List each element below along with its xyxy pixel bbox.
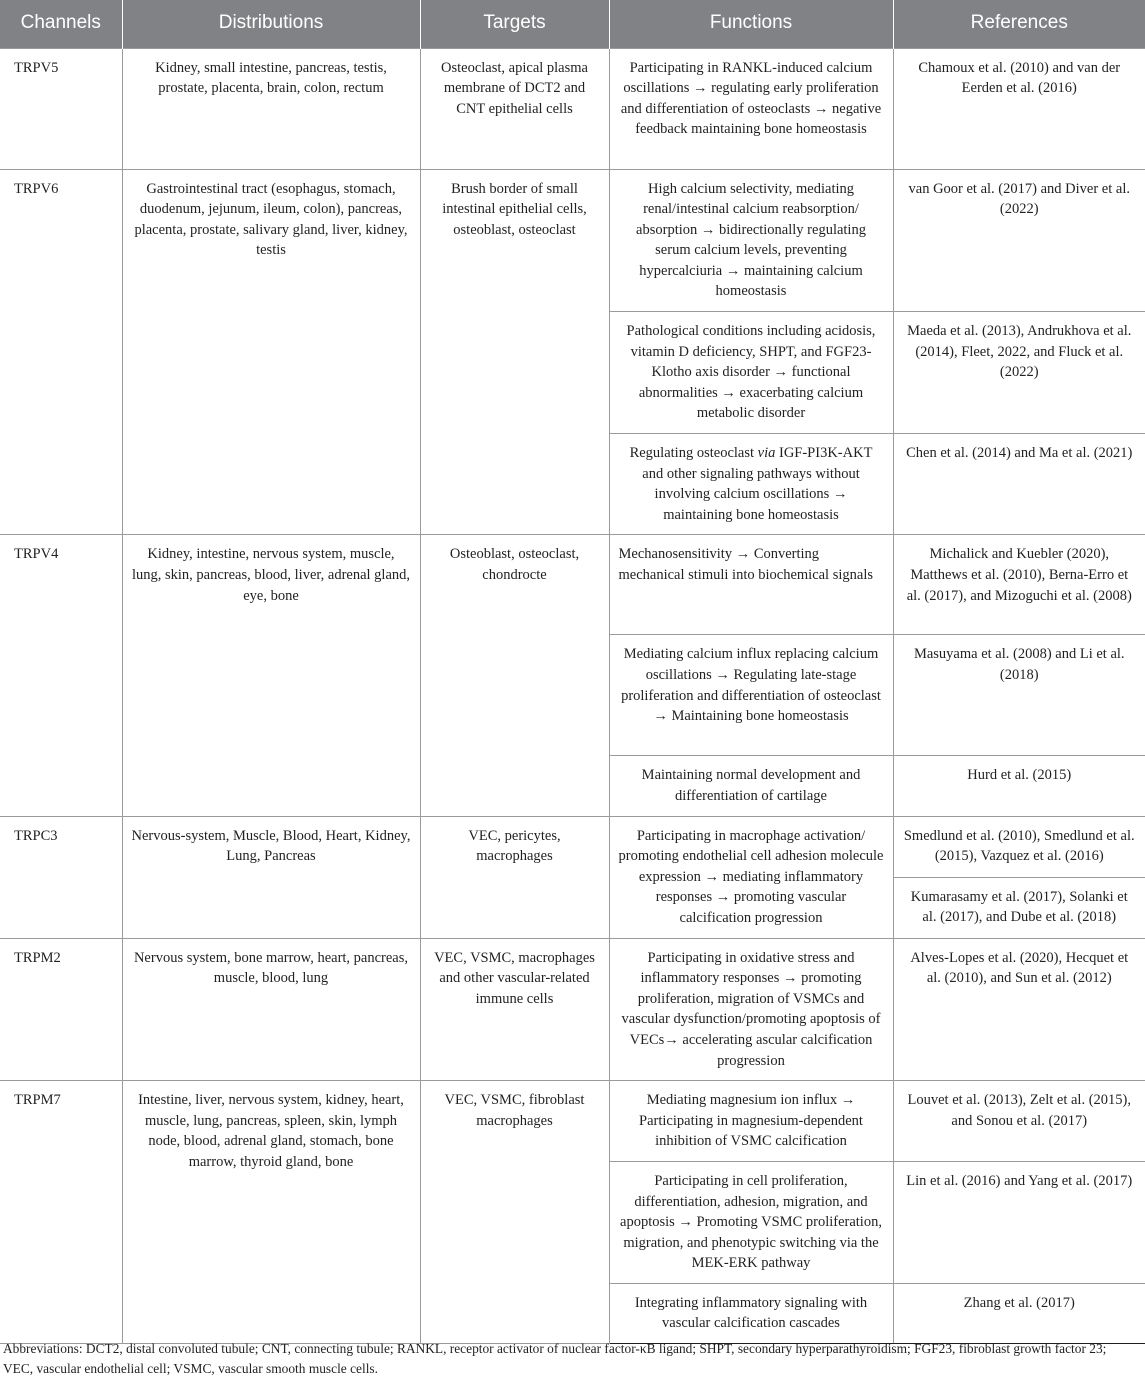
distribution-cell: Intestine, liver, nervous system, kidney, heart, muscle, lung, pancreas, spleen, skin, lymph node, blood, adrenal gland, stomach, bone marrow, thyroid gland, bone [122, 1081, 420, 1344]
distribution-cell: Gastrointestinal tract (esophagus, stomach, duodenum, jejunum, ileum, colon), pancreas, placenta, prostate, salivary gland, liver, kidney, testis [122, 169, 420, 535]
reference-cell: Zhang et al. (2017) [893, 1283, 1145, 1343]
header-targets: Targets [420, 0, 609, 48]
distribution-cell: Kidney, small intestine, pancreas, testis, prostate, placenta, brain, colon, rectum [122, 48, 420, 169]
channel-cell: TRPM2 [0, 938, 122, 1081]
reference-cell: Maeda et al. (2013), Andrukhova et al. (2014), Fleet, 2022, and Fluck et al. (2022) [893, 312, 1145, 434]
function-text: IGF-PI3K-AKT and other signaling pathways without involving calcium oscillations → maintaining bone homeostasis [642, 445, 873, 523]
reference-cell: Hurd et al. (2015) [893, 756, 1145, 816]
function-cell: High calcium selectivity, mediating renal/intestinal calcium reabsorption/ absorption → bidirectionally regulating serum calcium levels, preventing hypercalciuria → maintaining calcium homeostasis [609, 169, 893, 312]
reference-cell: Chamoux et al. (2010) and van der Eerden et al. (2016) [893, 48, 1145, 169]
header-references: References [893, 0, 1145, 48]
channel-cell: TRPV4 [0, 535, 122, 816]
function-cell: Participating in RANKL-induced calcium oscillations → regulating early proliferation and differentiation of osteoclasts → negative feedback maintaining bone homeostasis [609, 48, 893, 169]
table-row [0, 169, 1145, 312]
header-row [0, 0, 1145, 48]
reference-cell: Lin et al. (2016) and Yang et al. (2017) [893, 1161, 1145, 1283]
channel-cell: TRPV5 [0, 48, 122, 169]
target-cell: Osteoblast, osteoclast, chondrocte [420, 535, 609, 816]
table-row [0, 48, 1145, 169]
header-functions: Functions [609, 0, 893, 48]
header-channels: Channels [0, 0, 122, 48]
function-text: Regulating osteoclast [629, 445, 758, 462]
function-cell [609, 434, 893, 535]
function-cell: Participating in cell proliferation, differentiation, adhesion, migration, and apoptosis → Promoting VSMC proliferation, migration, and phenotypic switching via the MEK-ERK pathway [609, 1161, 893, 1283]
function-cell: Pathological conditions including acidosis, vitamin D deficiency, SHPT, and FGF23-Klotho axis disorder → functional abnormalities → exacerbating calcium metabolic disorder [609, 312, 893, 434]
table-row [0, 816, 1145, 877]
reference-cell: Chen et al. (2014) and Ma et al. (2021) [893, 434, 1145, 535]
reference-cell: van Goor et al. (2017) and Diver et al. (2022) [893, 169, 1145, 312]
function-cell: Integrating inflammatory signaling with vascular calcification cascades [609, 1283, 893, 1343]
table-body [0, 48, 1145, 1344]
target-cell: VEC, VSMC, macrophages and other vascular-related immune cells [420, 938, 609, 1081]
reference-cell: Smedlund et al. (2010), Smedlund et al. (2015), Vazquez et al. (2016) [893, 816, 1145, 877]
channel-cell: TRPM7 [0, 1081, 122, 1344]
target-cell: VEC, VSMC, fibroblast macrophages [420, 1081, 609, 1344]
distribution-cell: Nervous-system, Muscle, Blood, Heart, Kidney, Lung, Pancreas [122, 816, 420, 938]
function-cell: Participating in macrophage activation/ promoting endothelial cell adhesion molecule expression → mediating inflammatory responses → promoting vascular calcification progression [609, 816, 893, 938]
table-row [0, 938, 1145, 1081]
channel-cell: TRPV6 [0, 169, 122, 535]
abbreviations-footnote: Abbreviations: DCT2, distal convoluted tubule; CNT, connecting tubule; RANKL, receptor activator of nuclear factor-κB ligand; SHPT, secondary hyperparathyroidism; FGF23, fibroblast growth factor 23; VEC, vascular endothelial cell; VSMC, vascular smooth muscle cells. [3, 1341, 1107, 1376]
reference-cell: Louvet et al. (2013), Zelt et al. (2015), and Sonou et al. (2017) [893, 1081, 1145, 1162]
reference-cell: Masuyama et al. (2008) and Li et al. (2018) [893, 635, 1145, 756]
channel-cell: TRPC3 [0, 816, 122, 938]
function-cell: Mediating magnesium ion influx → Participating in magnesium-dependent inhibition of VSMC calcification [609, 1081, 893, 1162]
target-cell: Brush border of small intestinal epithelial cells, osteoblast, osteoclast [420, 169, 609, 535]
function-cell: Mechanosensitivity → Converting mechanical stimuli into biochemical signals [609, 535, 893, 635]
target-cell: Osteoclast, apical plasma membrane of DCT2 and CNT epithelial cells [420, 48, 609, 169]
target-cell: VEC, pericytes, macrophages [420, 816, 609, 938]
function-text-italic: via [757, 445, 776, 462]
reference-cell: Kumarasamy et al. (2017), Solanki et al. (2017), and Dube et al. (2018) [893, 877, 1145, 938]
distribution-cell: Nervous system, bone marrow, heart, pancreas, muscle, blood, lung [122, 938, 420, 1081]
function-cell: Mediating calcium influx replacing calcium oscillations → Regulating late-stage proliferation and differentiation of osteoclast → Maintaining bone homeostasis [609, 635, 893, 756]
function-cell: Maintaining normal development and differentiation of cartilage [609, 756, 893, 816]
table-row [0, 1081, 1145, 1162]
reference-cell: Alves-Lopes et al. (2020), Hecquet et al. (2010), and Sun et al. (2012) [893, 938, 1145, 1081]
header-distributions: Distributions [122, 0, 420, 48]
reference-cell: Michalick and Kuebler (2020), Matthews et al. (2010), Berna-Erro et al. (2017), and Mizoguchi et al. (2008) [893, 535, 1145, 635]
function-cell: Participating in oxidative stress and inflammatory responses → promoting proliferation, migration of VSMCs and vascular dysfunction/promoting apoptosis of VECs→ accelerating ascular calcification progression [609, 938, 893, 1081]
distribution-cell: Kidney, intestine, nervous system, muscle, lung, skin, pancreas, blood, liver, adrenal gland, eye, bone [122, 535, 420, 816]
table-header [0, 0, 1145, 48]
table-row [0, 535, 1145, 635]
